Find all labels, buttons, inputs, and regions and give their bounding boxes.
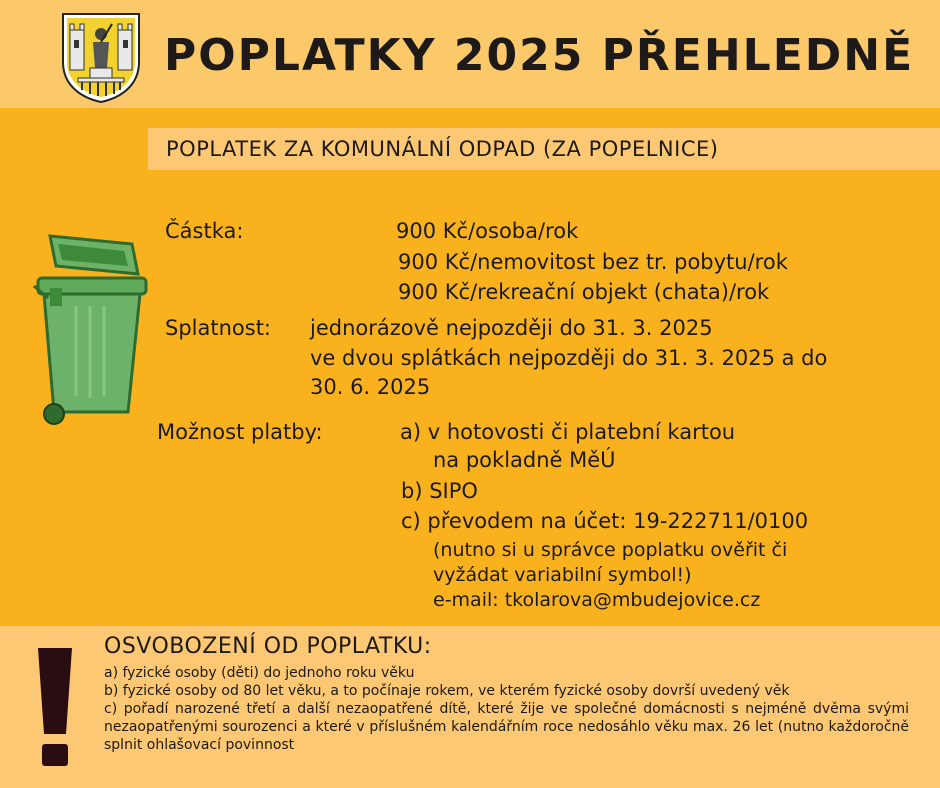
green-waste-bin-icon	[28, 226, 150, 426]
section-title: POPLATEK ZA KOMUNÁLNÍ ODPAD (ZA POPELNICE)	[148, 128, 940, 170]
due-line: jednorázově nejpozději do 31. 3. 2025	[310, 316, 713, 340]
exemption-section	[0, 626, 940, 788]
exemption-item: b) fyzické osoby od 80 let věku, a to počínaje rokem, ve kterém fyzické osoby dovrší uvedený věk	[104, 683, 790, 699]
payment-line: c) převodem na účet: 19-222711/0100	[401, 509, 809, 533]
exemption-item: c) pořadí narozené třetí a další nezaopatřené dítě, které žije ve společné domácnosti s nejméně dvěma svými nezaopatřenými sourozenci a které v příslušném kalendářním roce nedosáhlo věku max. 26 let (nutno každoročně splnit ohlašovací povinnost	[104, 701, 909, 753]
amount-line: 900 Kč/rekreační objekt (chata)/rok	[398, 280, 770, 304]
payment-line: na pokladně MěÚ	[433, 448, 616, 472]
waste-fee-panel	[0, 108, 940, 626]
exemption-title: OSVOBOZENÍ OD POPLATKU:	[104, 634, 432, 659]
page-title: POPLATKY 2025 PŘEHLEDNĚ	[164, 30, 915, 81]
payment-note: (nutno si u správce poplatku ověřit či	[433, 539, 788, 561]
amount-label: Částka:	[165, 219, 244, 243]
due-line: 30. 6. 2025	[310, 375, 431, 399]
payment-note: vyžádat variabilní symbol!)	[433, 564, 692, 586]
due-label: Splatnost:	[165, 316, 272, 340]
payment-label: Možnost platby:	[157, 420, 323, 444]
exclamation-icon	[36, 648, 74, 766]
header	[0, 0, 940, 108]
payment-line: a) v hotovosti či platební kartou	[400, 420, 736, 444]
town-coat-of-arms-icon	[60, 10, 142, 104]
payment-line: b) SIPO	[401, 479, 478, 503]
due-line: ve dvou splátkách nejpozději do 31. 3. 2025 a do	[310, 346, 828, 370]
amount-line: 900 Kč/nemovitost bez tr. pobytu/rok	[398, 250, 788, 274]
payment-email: e-mail: tkolarova@mbudejovice.cz	[433, 589, 761, 611]
exemption-item: a) fyzické osoby (děti) do jednoho roku věku	[104, 665, 415, 681]
amount-line: 900 Kč/osoba/rok	[396, 219, 579, 243]
exemption-list	[104, 664, 909, 754]
